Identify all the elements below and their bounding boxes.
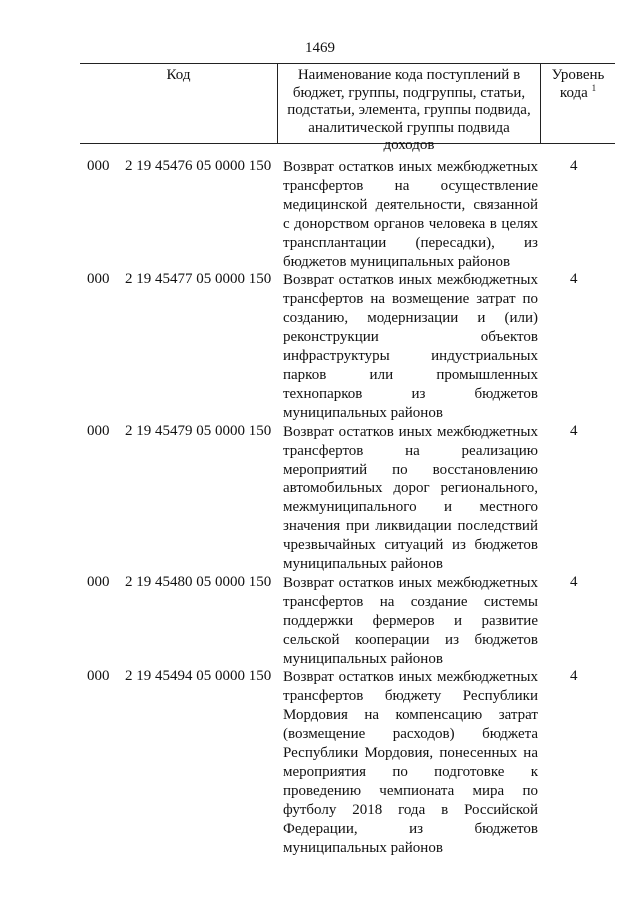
row-level: 4 bbox=[570, 158, 578, 174]
table-body bbox=[80, 158, 615, 858]
row-name: Возврат остатков иных межбюджетных трансфертов на возмещение затрат по созданию, модернизации и (или) реконструкции объектов инфраструктуры индустриальных парков или промышленных технопарков из бюджетов муниципальных районов bbox=[283, 272, 538, 421]
row-level: 4 bbox=[570, 422, 578, 439]
row-prefix: 000 bbox=[87, 158, 110, 174]
table-row bbox=[80, 668, 615, 857]
header-level-label: Уровень кода bbox=[551, 67, 605, 101]
table-header bbox=[80, 63, 615, 154]
table-row bbox=[80, 271, 615, 422]
row-code: 2 19 45480 05 0000 150 bbox=[125, 573, 272, 590]
header-code: Код bbox=[166, 67, 191, 83]
row-name: Возврат остатков иных межбюджетных трансфертов на осуществление медицинской деятельности, связанной с донорством органов человека в целях трансплантации (пересадки), из бюджетов муниципальных районов bbox=[283, 159, 538, 270]
table-row bbox=[80, 423, 615, 574]
row-code: 2 19 45494 05 0000 150 bbox=[125, 668, 272, 685]
row-prefix: 000 bbox=[87, 573, 110, 590]
page-number: 1469 bbox=[305, 40, 335, 56]
row-prefix: 000 bbox=[87, 422, 110, 439]
table-row bbox=[80, 158, 615, 271]
row-level: 4 bbox=[570, 573, 578, 590]
row-prefix: 000 bbox=[87, 668, 110, 685]
row-prefix: 000 bbox=[87, 271, 110, 288]
table-row bbox=[80, 574, 615, 669]
header-level bbox=[541, 64, 615, 143]
row-code: 2 19 45476 05 0000 150 bbox=[125, 158, 272, 174]
row-code: 2 19 45479 05 0000 150 bbox=[125, 422, 272, 439]
row-level: 4 bbox=[570, 668, 578, 685]
row-name: Возврат остатков иных межбюджетных трансфертов на создание системы поддержки фермеров и развитие сельской кооперации из бюджетов муниципальных районов bbox=[283, 574, 538, 667]
header-name: Наименование кода поступлений в бюджет, группы, подгруппы, статьи, подстатьи, элемента, группы подвида, аналитической группы подвида доходов bbox=[277, 64, 541, 143]
row-name: Возврат остатков иных межбюджетных трансфертов на реализацию мероприятий по восстановлению автомобильных дорог регионального, межмуниципального и местного значения при ликвидации последствий чрезвычайных ситуаций из бюджетов муниципальных районов bbox=[283, 423, 538, 573]
row-level: 4 bbox=[570, 271, 578, 288]
header-level-footnote: 1 bbox=[591, 82, 597, 93]
row-name: Возврат остатков иных межбюджетных трансфертов бюджету Республики Мордовия на компенсацию затрат (возмещение расходов) бюджета Республики Мордовия, понесенных на мероприятия по подготовке к проведению чемпионата мира по футболу 2018 года в Российской Федерации, из бюджетов муниципальных районов bbox=[283, 669, 538, 856]
row-code: 2 19 45477 05 0000 150 bbox=[125, 271, 272, 288]
